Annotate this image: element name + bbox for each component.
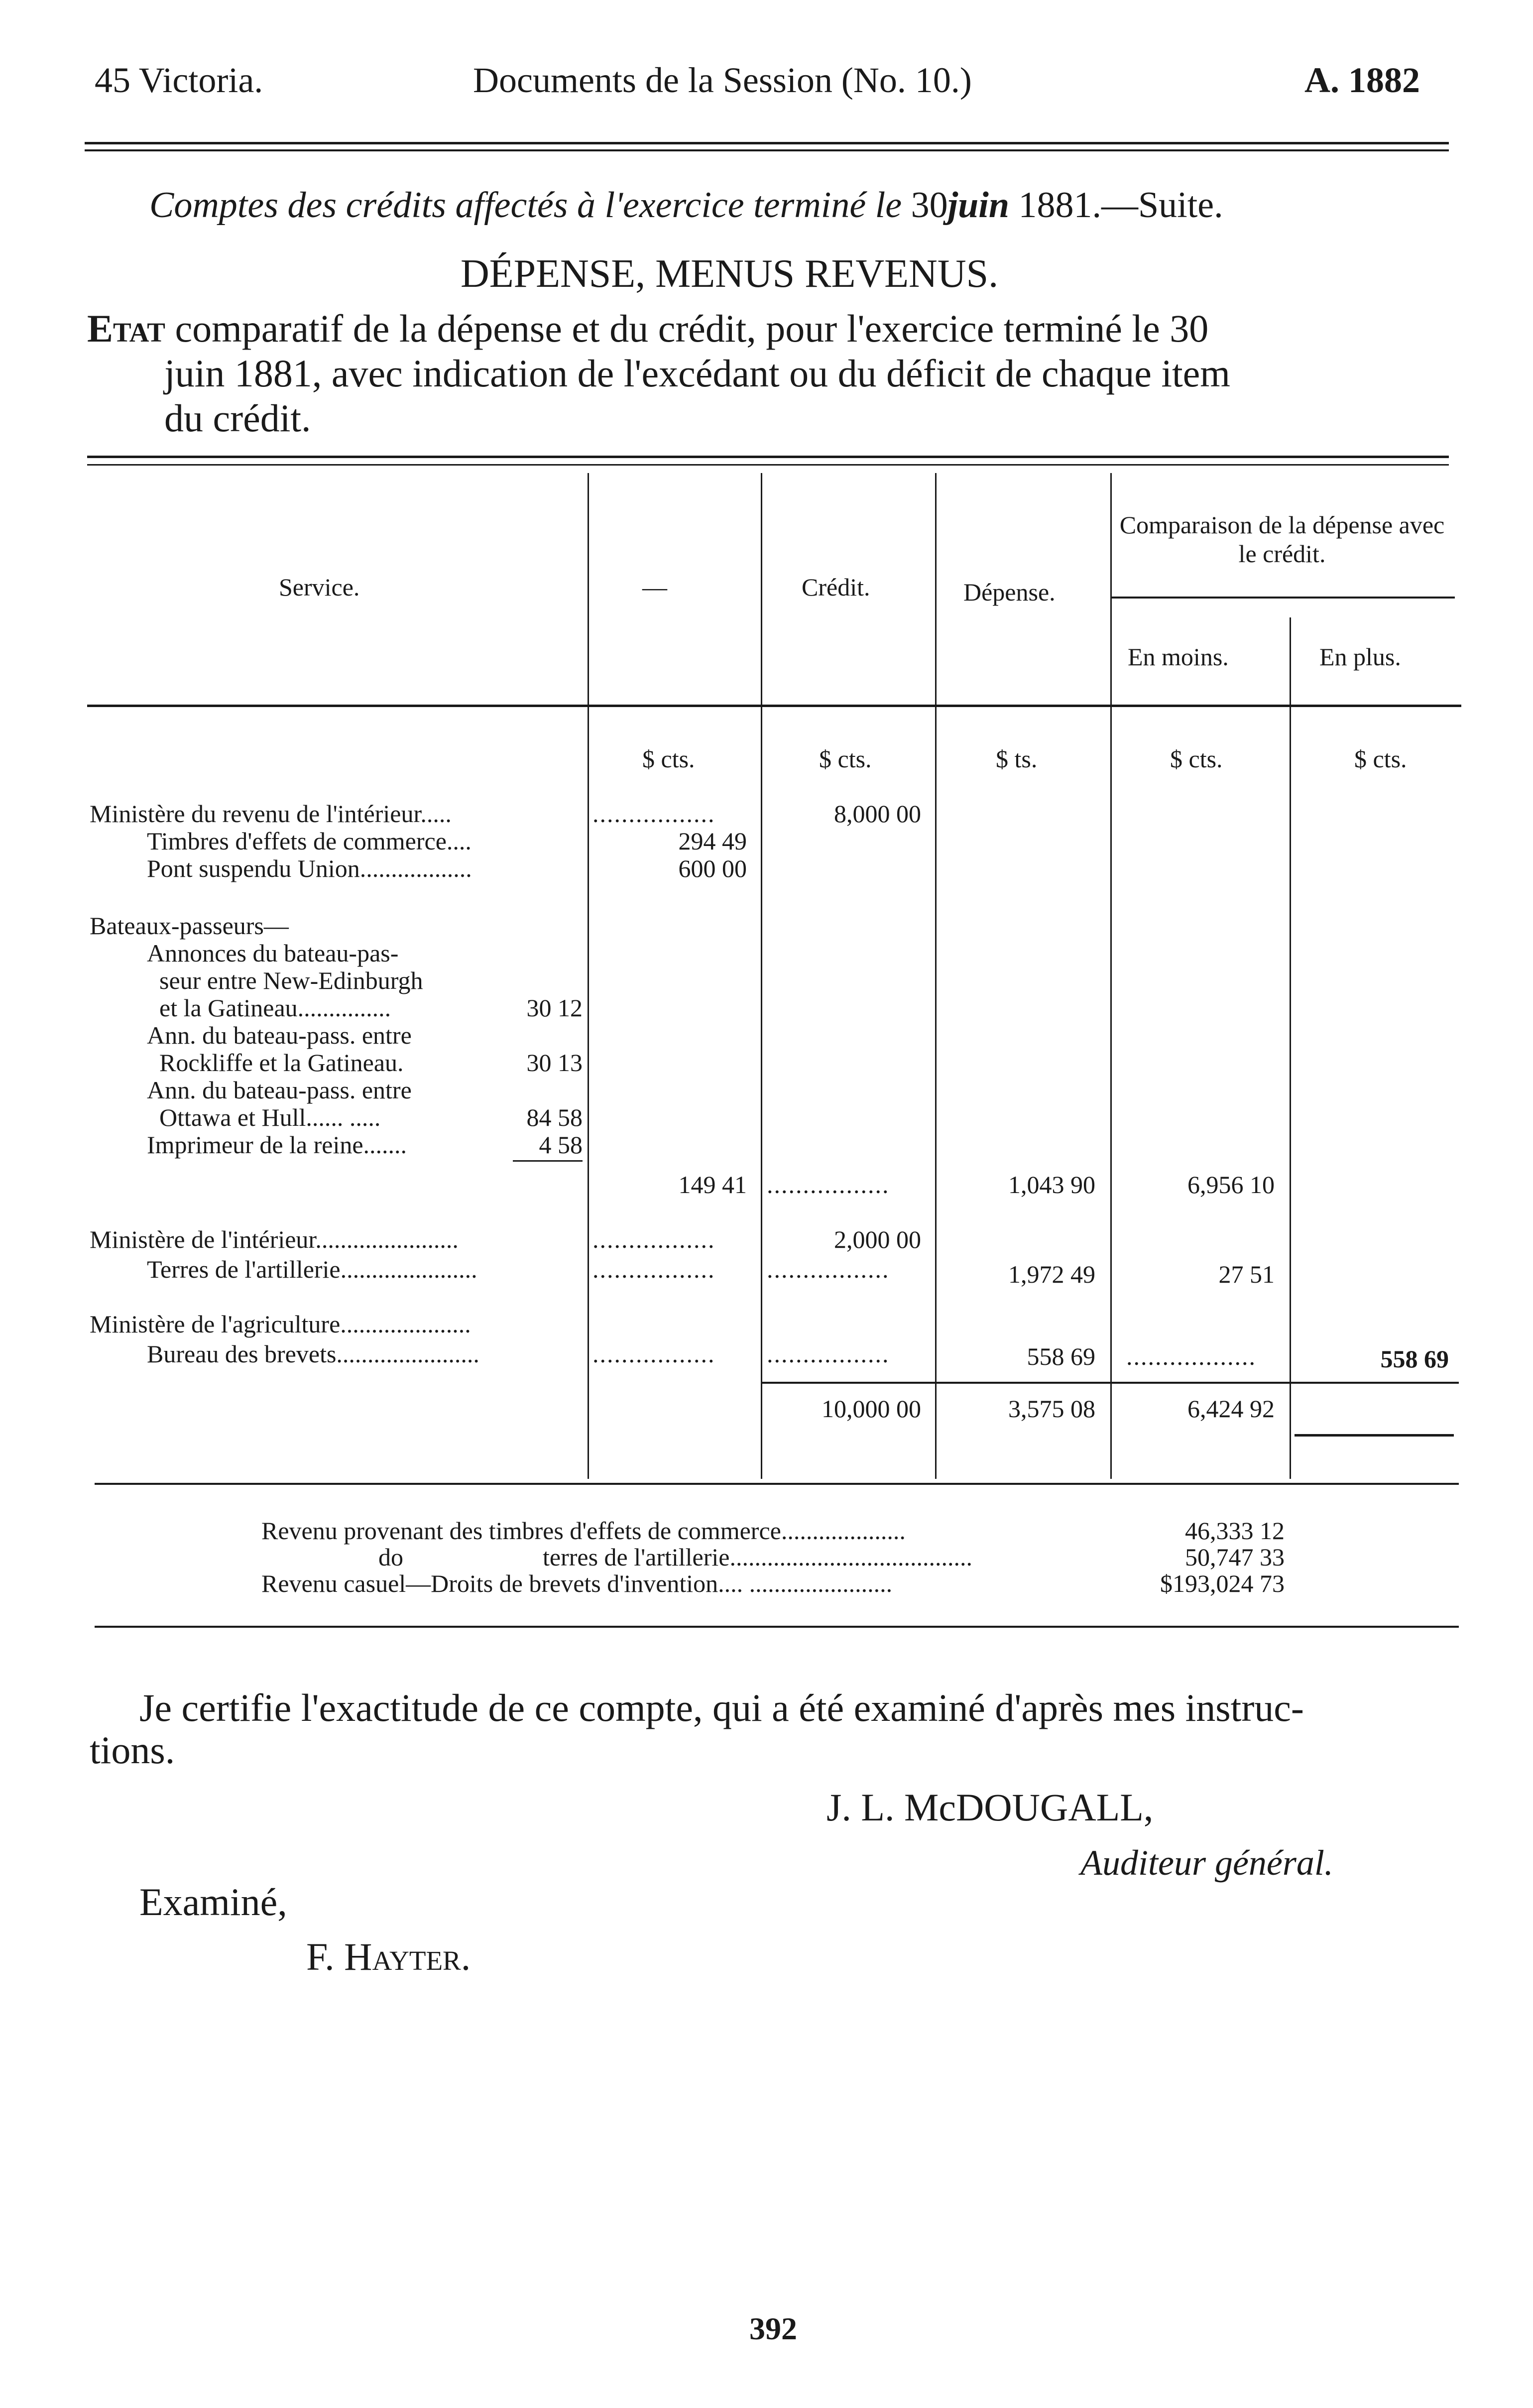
revenue-line2-do: do xyxy=(378,1543,403,1571)
totals-bottom-rule-short xyxy=(1295,1434,1454,1437)
header-left: 45 Victoria. xyxy=(95,60,263,100)
etat-line1 xyxy=(87,306,1208,351)
row-terres-dots-2: ................. xyxy=(767,1255,890,1283)
examine-label: Examiné, xyxy=(139,1880,287,1924)
header-right: A. 1882 xyxy=(1304,60,1420,100)
title-rest: 1881.—Suite. xyxy=(1018,185,1223,226)
row-pont-label: Pont suspendu Union.................. xyxy=(147,854,472,882)
row-annonces-2-amount: 30 13 xyxy=(526,1049,583,1077)
comparaison-rule xyxy=(1111,597,1455,599)
row-agriculture-label: Ministère de l'agriculture..................... xyxy=(90,1310,471,1338)
title-month: juin xyxy=(947,185,1010,226)
revenue-value1: 46,333 12 xyxy=(1185,1517,1285,1545)
currency-c3: $ ts. xyxy=(996,745,1038,773)
row-terres-label: Terres de l'artillerie...................... xyxy=(147,1255,477,1283)
row-timbres-label: Timbres d'effets de commerce.... xyxy=(147,827,472,855)
row-terres-depense: 1,972 49 xyxy=(1008,1260,1095,1288)
row-brevets-depense: 558 69 xyxy=(1027,1342,1095,1370)
title-italic: Comptes des crédits affectés à l'exercice terminé le xyxy=(149,185,902,226)
row-brevets-dots-1: ................. xyxy=(592,1340,715,1368)
row-subtotal-depense: 1,043 90 xyxy=(1008,1171,1095,1199)
row-pont-amount: 600 00 xyxy=(678,854,747,882)
row-ministere-interieur-label: Ministère de l'intérieur....................... xyxy=(90,1225,459,1253)
row-imprimeur-label: Imprimeur de la reine....... xyxy=(147,1131,407,1159)
table-top-rule-2 xyxy=(87,464,1449,466)
signer-title: Auditeur général. xyxy=(1080,1843,1333,1883)
col-header-en-plus: En plus. xyxy=(1319,643,1401,671)
examiner-name: F. Hayter. xyxy=(306,1935,471,1978)
header-bottom-rule xyxy=(87,705,1461,707)
total-moins: 6,424 92 xyxy=(1187,1395,1275,1423)
row-annonces-2b: Rockliffe et la Gatineau. xyxy=(159,1049,404,1077)
col-header-comparaison xyxy=(1115,510,1449,568)
col-line-3 xyxy=(935,473,937,1479)
row-annonces-2a: Ann. du bateau-pass. entre xyxy=(147,1021,412,1049)
row-timbres-amount: 294 49 xyxy=(678,827,747,855)
row-annonces-1c: et la Gatineau............... xyxy=(159,994,391,1022)
row-imprimeur-amount: 4 58 xyxy=(539,1131,583,1159)
row-annonces-1-amount: 30 12 xyxy=(526,994,583,1022)
row-ministere-interieur-dots: ................. xyxy=(592,1225,715,1253)
header-rule-2 xyxy=(85,149,1449,151)
table-top-rule-1 xyxy=(87,456,1449,458)
cert-line1: Je certifie l'exactitude de ce compte, qui a été examiné d'après mes instruc- xyxy=(139,1686,1304,1729)
col-header-en-moins: En moins. xyxy=(1128,643,1229,671)
col-line-1 xyxy=(588,473,589,1479)
row-ministere-interieur-credit: 2,000 00 xyxy=(834,1225,921,1253)
revenue-bottom-rule xyxy=(95,1626,1459,1628)
row-subtotal-moins: 6,956 10 xyxy=(1187,1171,1275,1199)
row-annonces-3-amount: 84 58 xyxy=(526,1103,583,1131)
row-subtotal-dots: ................. xyxy=(767,1171,890,1199)
revenue-line3: Revenu casuel—Droits de brevets d'invention.... ....................... xyxy=(261,1569,893,1597)
signer-name: J. L. McDOUGALL, xyxy=(826,1786,1154,1829)
currency-c5: $ cts. xyxy=(1354,745,1407,773)
col-line-4 xyxy=(1110,473,1112,1479)
row-revenu-interieur-label: Ministère du revenu de l'intérieur..... xyxy=(90,800,452,828)
etat-line3: du crédit. xyxy=(164,396,311,440)
row-brevets-plus: 558 69 xyxy=(1380,1345,1449,1373)
currency-c1: $ cts. xyxy=(642,745,695,773)
currency-c2: $ cts. xyxy=(819,745,872,773)
revenue-line1: Revenu provenant des timbres d'effets de commerce.................... xyxy=(261,1517,906,1545)
row-terres-moins: 27 51 xyxy=(1218,1260,1275,1288)
total-depense: 3,575 08 xyxy=(1008,1395,1095,1423)
col-line-5 xyxy=(1290,617,1291,1479)
cert-line2: tions. xyxy=(90,1728,175,1772)
col-header-credit: Crédit. xyxy=(802,573,870,601)
etat-lead: Etat xyxy=(87,307,165,350)
col-line-2 xyxy=(761,473,762,1479)
total-credit: 10,000 00 xyxy=(822,1395,921,1423)
row-bateaux-label: Bateaux-passeurs— xyxy=(90,912,289,940)
header-rule-1 xyxy=(85,142,1449,144)
totals-top-rule xyxy=(762,1382,1459,1384)
revenue-value3: $193,024 73 xyxy=(1160,1569,1285,1597)
row-revenu-interieur-dots: ................. xyxy=(592,800,715,828)
revenue-value2: 50,747 33 xyxy=(1185,1543,1285,1571)
revenue-line2: terres de l'artillerie....................................... xyxy=(543,1543,972,1571)
row-brevets-label: Bureau des brevets....................... xyxy=(147,1340,479,1368)
row-annonces-1b: seur entre New-Edinburgh xyxy=(159,966,423,994)
subtotal-rule xyxy=(513,1160,583,1162)
header-center: Documents de la Session (No. 10.) xyxy=(473,60,972,100)
row-brevets-dots-3: .................. xyxy=(1126,1342,1256,1370)
row-subtotal-amount: 149 41 xyxy=(678,1171,747,1199)
title-line2: DÉPENSE, MENUS REVENUS. xyxy=(461,252,999,296)
title-day: 30 xyxy=(911,185,948,226)
col-header-dash: — xyxy=(642,573,667,601)
etat-line2: juin 1881, avec indication de l'excédant ou du déficit de chaque item xyxy=(164,352,1230,395)
row-revenu-interieur-credit: 8,000 00 xyxy=(834,800,921,828)
col-header-depense: Dépense. xyxy=(963,578,1056,606)
col-header-service: Service. xyxy=(279,573,360,601)
row-terres-dots-1: ................. xyxy=(592,1255,715,1283)
title-line1 xyxy=(149,184,1223,227)
row-annonces-3b: Ottawa et Hull...... ..... xyxy=(159,1103,381,1131)
row-brevets-dots-2: ................. xyxy=(767,1340,890,1368)
comparaison-text: Comparaison de la dépense avec le crédit. xyxy=(1119,511,1445,568)
page-number: 392 xyxy=(749,2311,797,2346)
currency-c4: $ cts. xyxy=(1170,745,1223,773)
etat-text1: comparatif de la dépense et du crédit, pour l'exercice terminé le 30 xyxy=(175,307,1209,350)
row-annonces-3a: Ann. du bateau-pass. entre xyxy=(147,1076,412,1104)
table-bottom-rule xyxy=(95,1483,1459,1485)
row-annonces-1a: Annonces du bateau-pas- xyxy=(147,939,399,967)
